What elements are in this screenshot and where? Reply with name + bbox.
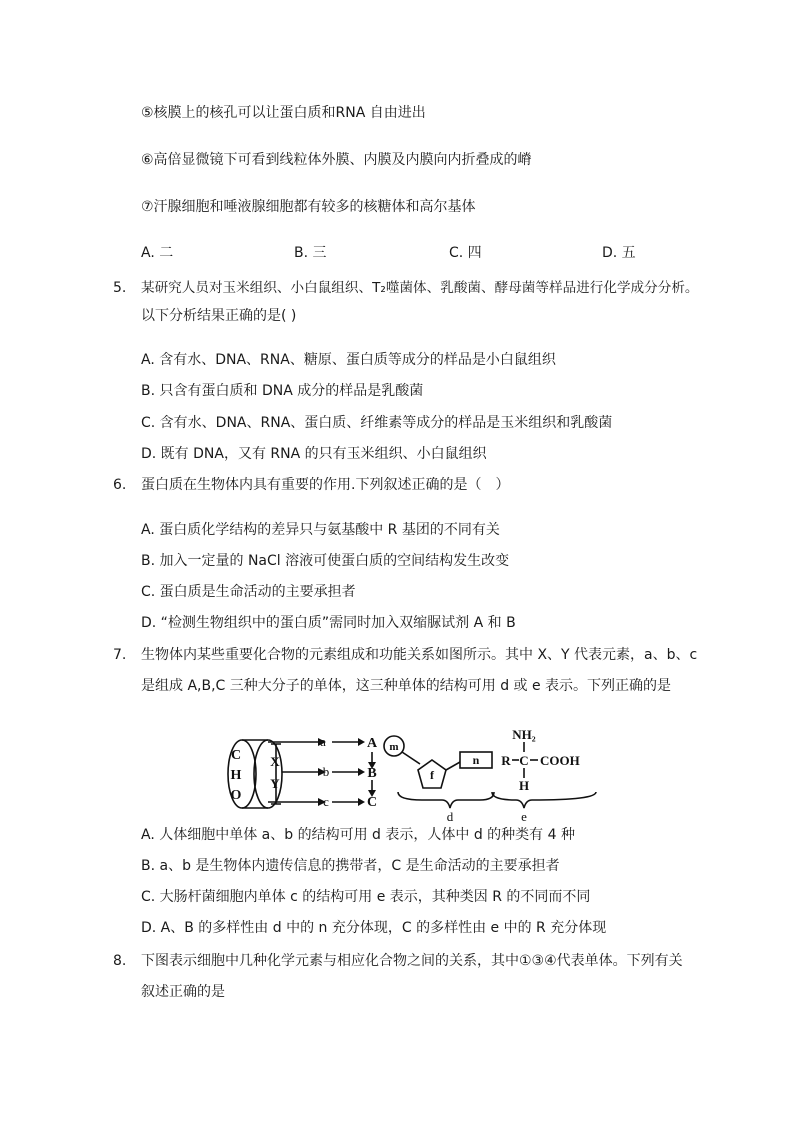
q7-option-a[interactable]: A. 人体细胞中单体 a、b 的结构可用 d 表示，人体中 d 的种类有 4 种 <box>141 827 575 843</box>
q5-option-d[interactable]: D. 既有 DNA，又有 RNA 的只有玉米组织、小白鼠组织 <box>141 446 487 462</box>
monomer-a: a <box>320 734 326 749</box>
q5-number: 5. <box>113 280 127 296</box>
q6-option-b[interactable]: B. 加入一定量的 NaCl 溶液可使蛋白质的空间结构发生改变 <box>141 553 510 569</box>
q5-stem-line2: 以下分析结果正确的是( ) <box>141 308 297 324</box>
q7-stem-line1: 生物体内某些重要化合物的元素组成和功能关系如图所示。其中 X、Y 代表元素，a、b、c <box>141 647 698 663</box>
q6-option-d[interactable]: D. “检测生物组织中的蛋白质”需同时加入双缩脲试剂 A 和 B <box>141 615 516 631</box>
e-r: R <box>501 753 511 768</box>
e-cooh: COOH <box>540 753 580 768</box>
monomer-c: c <box>323 794 329 809</box>
macromolecule-b: B <box>367 766 377 781</box>
q4-item-7: ⑦汗腺细胞和唾液腺细胞都有较多的核糖体和高尔基体 <box>141 199 476 215</box>
q4-item-6: ⑥高倍显微镜下可看到线粒体外膜、内膜及内膜向内折叠成的嵴 <box>141 152 532 168</box>
q6-option-a[interactable]: A. 蛋白质化学结构的差异只与氨基酸中 R 基团的不同有关 <box>141 522 500 538</box>
q7-option-b[interactable]: B. a、b 是生物体内遗传信息的携带者，C 是生命活动的主要承担者 <box>141 858 560 874</box>
q7-option-d[interactable]: D. A、B 的多样性由 d 中的 n 充分体现，C 的多样性由 e 中的 R 充分体现 <box>141 920 607 936</box>
q4-option-c[interactable]: C. 四 <box>449 245 482 261</box>
bond-f-n <box>446 762 460 770</box>
brace-d <box>398 792 494 808</box>
label-x: X <box>270 754 280 769</box>
label-d: d <box>446 809 454 824</box>
arrowhead-C <box>358 798 365 806</box>
label-e: e <box>521 809 527 824</box>
q4-item-5: ⑤核膜上的核孔可以让蛋白质和RNA 自由进出 <box>141 105 426 121</box>
elements-cylinder-body <box>242 740 268 808</box>
q7-number: 7. <box>113 647 127 663</box>
e-h: H <box>518 778 530 793</box>
q8-stem-line1: 下图表示细胞中几种化学元素与相应化合物之间的关系，其中①③④代表单体。下列有关 <box>141 953 683 969</box>
q6-option-c[interactable]: C. 蛋白质是生命活动的主要承担者 <box>141 584 356 600</box>
q8-stem-line2: 叙述正确的是 <box>141 984 225 1000</box>
q8-number: 8. <box>113 953 127 969</box>
part-f: f <box>430 768 434 782</box>
q6-number: 6. <box>113 477 127 493</box>
bond-m-f <box>402 752 420 764</box>
q4-option-d[interactable]: D. 五 <box>602 245 636 261</box>
part-m: m <box>389 741 399 753</box>
arrowhead-A <box>358 738 365 746</box>
q4-option-a[interactable]: A. 二 <box>141 245 174 261</box>
macromolecule-a: A <box>366 736 378 751</box>
q4-option-b[interactable]: B. 三 <box>294 245 327 261</box>
q7-option-c[interactable]: C. 大肠杆菌细胞内单体 c 的结构可用 e 表示，其种类因 R 的不同而不同 <box>141 889 591 905</box>
q6-stem: 蛋白质在生物体内具有重要的作用.下列叙述正确的是（ ） <box>141 477 510 493</box>
macromolecule-c: C <box>366 795 378 810</box>
q5-option-b[interactable]: B. 只含有蛋白质和 DNA 成分的样品是乳酸菌 <box>141 383 424 399</box>
brace-e <box>492 792 596 808</box>
element-o: O <box>230 788 242 803</box>
label-y: Y <box>270 776 280 791</box>
e-c: C <box>519 753 529 768</box>
q5-stem-line1: 某研究人员对玉米组织、小白鼠组织、T₂噬菌体、乳酸菌、酵母菌等样品进行化学成分分析。 <box>141 280 699 296</box>
part-n: n <box>472 753 480 767</box>
elements-cylinder-right <box>254 740 282 808</box>
q5-option-c[interactable]: C. 含有水、DNA、RNA、蛋白质、纤维素等成分的样品是玉米组织和乳酸菌 <box>141 415 613 431</box>
q7-stem-line2: 是组成 A,B,C 三种大分子的单体，这三种单体的结构可用 d 或 e 表示。下列正确的是 <box>141 678 672 694</box>
q5-option-a[interactable]: A. 含有水、DNA、RNA、糖原、蛋白质等成分的样品是小白鼠组织 <box>141 352 556 368</box>
monomer-b: b <box>322 764 330 779</box>
e-nh2: NH₂ <box>512 727 536 742</box>
q7-diagram <box>222 726 602 826</box>
element-c: C <box>230 748 242 763</box>
element-h: H <box>230 768 242 783</box>
arrowhead-B <box>358 768 365 776</box>
